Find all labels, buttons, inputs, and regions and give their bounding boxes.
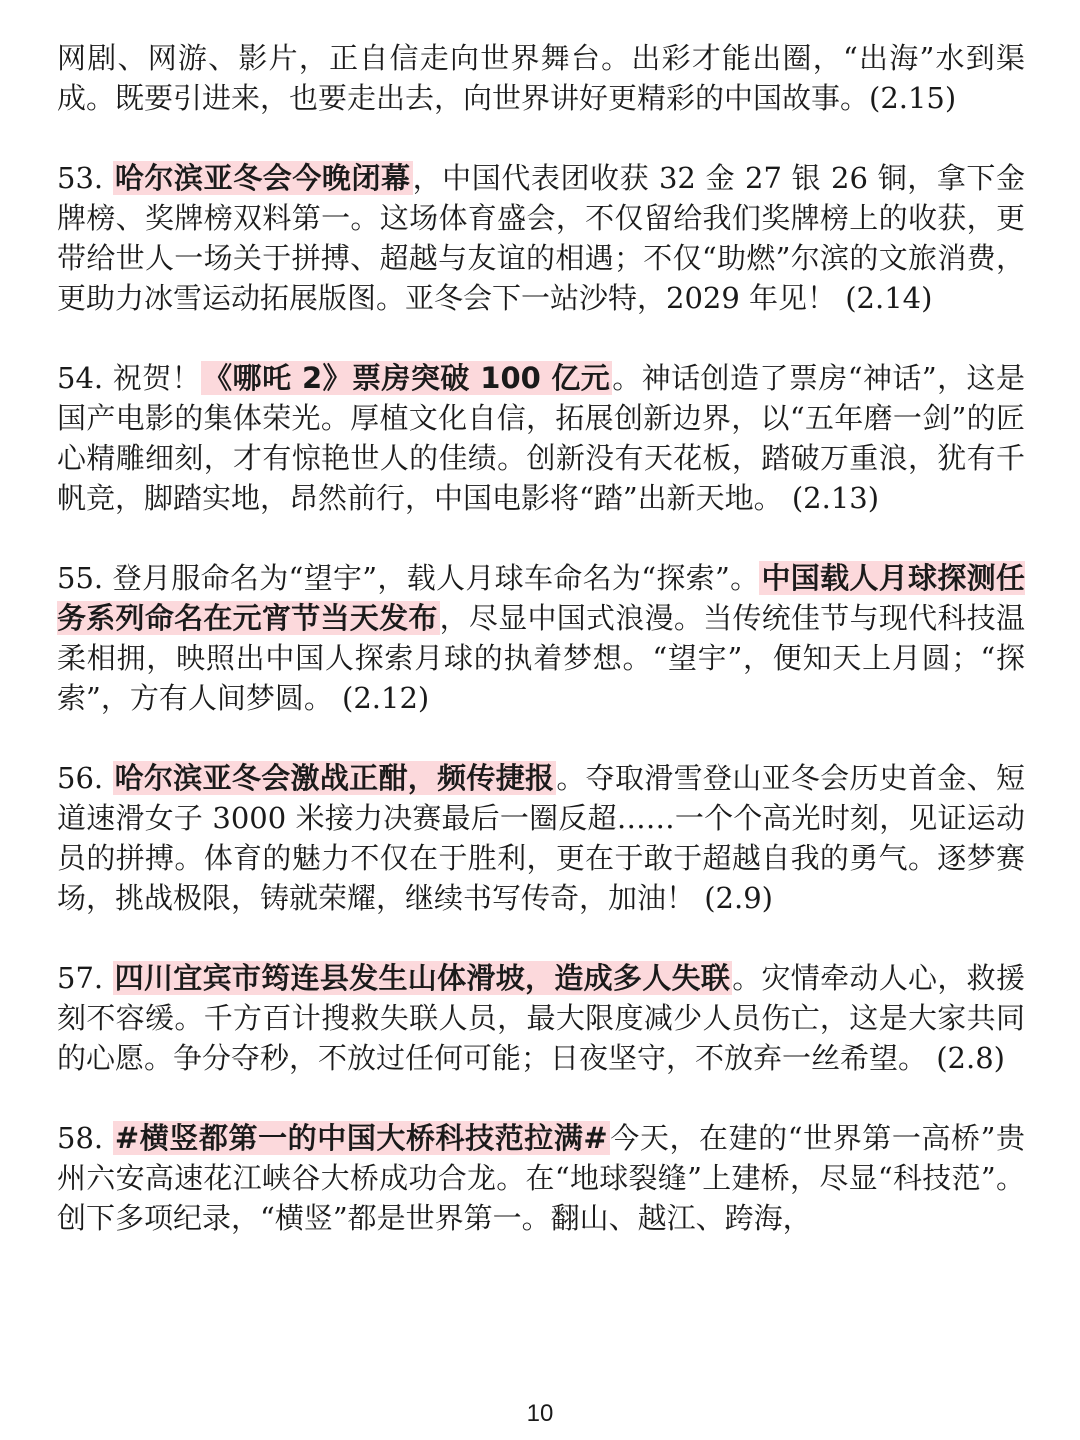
- item-headline-highlight: 《哪吒 2》票房突破 100 亿元: [203, 361, 611, 395]
- item-body: 。神话创造了票房“神话”，这是国产电影的集体荣光。厚植文化自信，拓展创新边界，以“五年磨一剑”的匠心精雕细刻，才有惊艳世人的佳绩。创新没有天花板，踏破万重浪，犹有千帆竞，脚踏实地，昂然前行，中国电影将“踏”出新天地。 (2.13): [57, 361, 1025, 515]
- item-prefix: 54. 祝贺！: [57, 361, 202, 395]
- item-body: 。夺取滑雪登山亚冬会历史首金、短道速滑女子 3000 米接力决赛最后一圈反超……一个个高光时刻，见证运动员的拼搏。体育的魅力不仅在于胜利，更在于敢于超越自我的勇气。逐梦赛场，挑战极限，铸就荣耀，继续书写传奇，加油！ (2.9): [57, 761, 1025, 915]
- news-item-56: [57, 758, 1025, 918]
- news-item-53: [57, 158, 1025, 318]
- item-prefix: 53.: [57, 161, 113, 195]
- news-item-58: [57, 1118, 1025, 1238]
- item-headline-highlight: 哈尔滨亚冬会激战正酣，频传捷报: [114, 761, 555, 795]
- news-item-57: [57, 958, 1025, 1078]
- item-headline-highlight: 中国载人月球探测任务系列命名在元宵节当天发布: [57, 561, 1025, 635]
- paragraph-text: 网剧、网游、影片，正自信走向世界舞台。出彩才能出圈，“出海”水到渠成。既要引进来，也要走出去，向世界讲好更精彩的中国故事。(2.15): [57, 41, 1025, 115]
- document-body: [57, 38, 1025, 1238]
- item-body: 。灾情牵动人心，救援刻不容缓。千方百计搜救失联人员，最大限度减少人员伤亡，这是大家共同的心愿。争分夺秒，不放过任何可能；日夜坚守，不放弃一丝希望。 (2.8): [57, 961, 1025, 1075]
- item-prefix: 55. 登月服命名为“望宇”，载人月球车命名为“探索”。: [57, 561, 760, 595]
- item-body: ，尽显中国式浪漫。当传统佳节与现代科技温柔相拥，映照出中国人探索月球的执着梦想。“望宇”，便知天上月圆；“探索”，方有人间梦圆。 (2.12): [57, 601, 1025, 715]
- item-headline-highlight: #横竖都第一的中国大桥科技范拉满#: [114, 1121, 608, 1155]
- item-headline-highlight: 哈尔滨亚冬会今晚闭幕: [114, 161, 411, 195]
- news-item-54: [57, 358, 1025, 518]
- item-body: ，中国代表团收获 32 金 27 银 26 铜，拿下金牌榜、奖牌榜双料第一。这场体育盛会，不仅留给我们奖牌榜上的收获，更带给世人一场关于拼搏、超越与友谊的相遇；不仅“助燃”尔滨的文旅消费，更助力冰雪运动拓展版图。亚冬会下一站沙特，2029 年见！ (2.14): [57, 161, 1025, 315]
- paragraph-continued: [57, 38, 1025, 118]
- item-headline-highlight: 四川宜宾市筠连县发生山体滑坡，造成多人失联: [114, 961, 731, 995]
- item-prefix: 58.: [57, 1121, 113, 1155]
- page-number: 10: [526, 1400, 554, 1427]
- item-prefix: 57.: [57, 961, 113, 995]
- item-body: 今天，在建的“世界第一高桥”贵州六安高速花江峡谷大桥成功合龙。在“地球裂缝”上建桥，尽显“科技范”。创下多项纪录，“横竖”都是世界第一。翻山、越江、跨海，: [57, 1121, 1025, 1235]
- news-item-55: [57, 558, 1025, 718]
- item-prefix: 56.: [57, 761, 113, 795]
